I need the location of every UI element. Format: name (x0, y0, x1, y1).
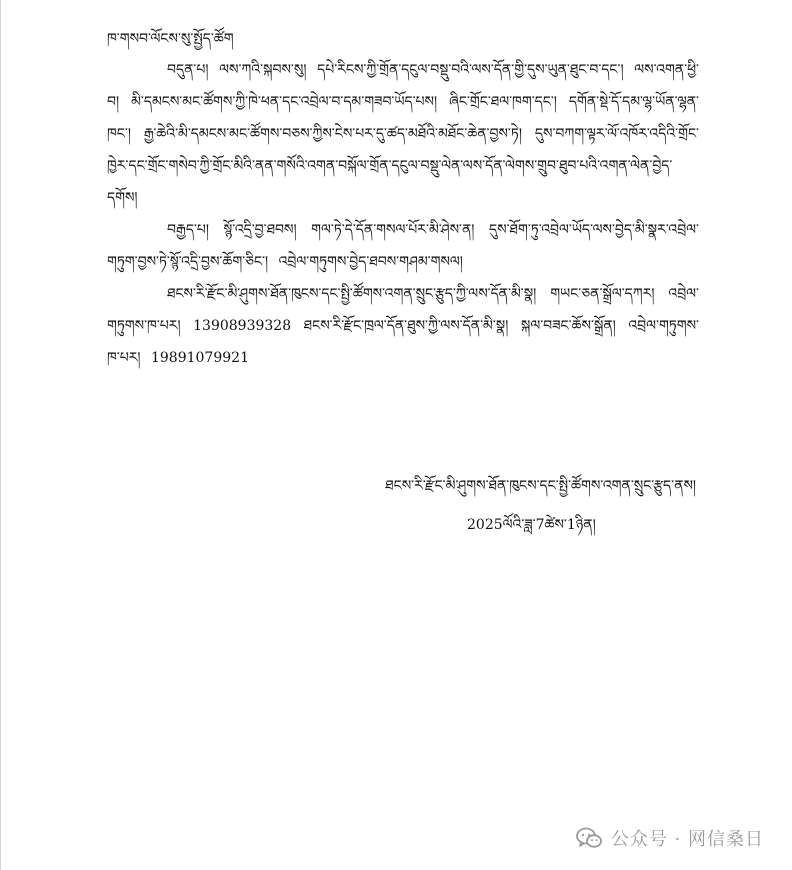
wechat-icon (575, 826, 603, 850)
signature-line: ཐངས་རི་རྫོང་མི་ཤུགས་ཐོན་ཁུངས་དང་སྤྱི་ཚོགས་འགན་སྲུང་རྩུད་ནས། (385, 478, 696, 494)
document-body (107, 28, 699, 374)
section-heading: ཁ་གསབ་ལོངས་སུ་སྤྱོད་ཚོག (107, 31, 234, 47)
paragraph-8: བརྒྱད་པ། སྙོ་འདྲི་བྱ་ཐབས། གལ་ཏེ་དེ་དོན་གསལ་པོར་མི་ཤེས་ན། དུས་ཐོག་ཏུ་འབྲེལ་ཡོད་ལས་བྱེད་མི་སྣར་འབྲེལ་གཏུག་བྱས་ཏེ་སྙོ་འདྲི་བྱས་ཆོག་ཅིང་། འབྲེལ་གཏུགས་བྱེད་ཐབས་གཤམ་གསལ། (107, 222, 699, 270)
watermark (575, 826, 764, 850)
contact-paragraph: ཐངས་རི་རྫོང་མི་ཤུགས་ཐོན་ཁུངས་དང་སྤྱི་ཚོགས་འགན་སྲུང་རྩུད་ཀྱི་ལས་དོན་མི་སྣ། གཡང་ཅན་སྒྲོལ་དཀར། འབྲེལ་གཏུགས་ཁ་པར། 13908939328 ཐངས་རི་རྫོང་ཁྲལ་དོན་ཐུས་ཀྱི་ལས་དོན་མི་སྣ། སྐལ་བཟང་ཆོས་སྒྲོན། འབྲེལ་གཏུགས་ཁ་པར། 19891079921 (107, 286, 699, 366)
paragraph-7: བདུན་པ། ལས་ཀའི་སྐབས་སུ། དཔེ་རིངས་ཀྱི་གྲོན་དངུལ་བསྡུ་བའི་ལས་དོན་གྱི་དུས་ཡུན་ཐུང་བ་དང་། ལས་འགན་ཕྱི་བ། མི་དམངས་མང་ཚོགས་ཀྱི་ཁེ་ཕན་དང་འབྲེལ་བ་དམ་གཟབ་ཡོད་པས། ཞིང་གྲོང་ཐལ་ཁག་དང་། དགོན་སྡེ་དོ་དམ་ལྷ་ཡོན་ལྷན་ཁང་། རྒྱ་ཆེའི་མི་དམངས་མང་ཚོགས་བཅས་ཀྱིས་ངེས་པར་དུ་ཚད་མཐོའི་མཐོང་ཆེན་བྱས་ཏེ། དུས་བཀག་ལྟར་ལོ་འཁོར་འདིའི་གྲོང་ཁྱེར་དང་གྲོང་གསེབ་ཀྱི་གྲོང་མིའི་ནན་གསོའི་འགན་བསྐོལ་གྲོན་དངུལ་བསྡུ་ལེན་ལས་དོན་ལེགས་གྲུབ་ཐུབ་པའི་འགན་ལེན་བྱེད་དགོས། (107, 62, 699, 206)
document-date: 2025ལོའི་ཟླ་7ཚེས་1ཉིན། (467, 517, 596, 533)
watermark-label: 公众号 · 网信桑日 (610, 829, 764, 850)
